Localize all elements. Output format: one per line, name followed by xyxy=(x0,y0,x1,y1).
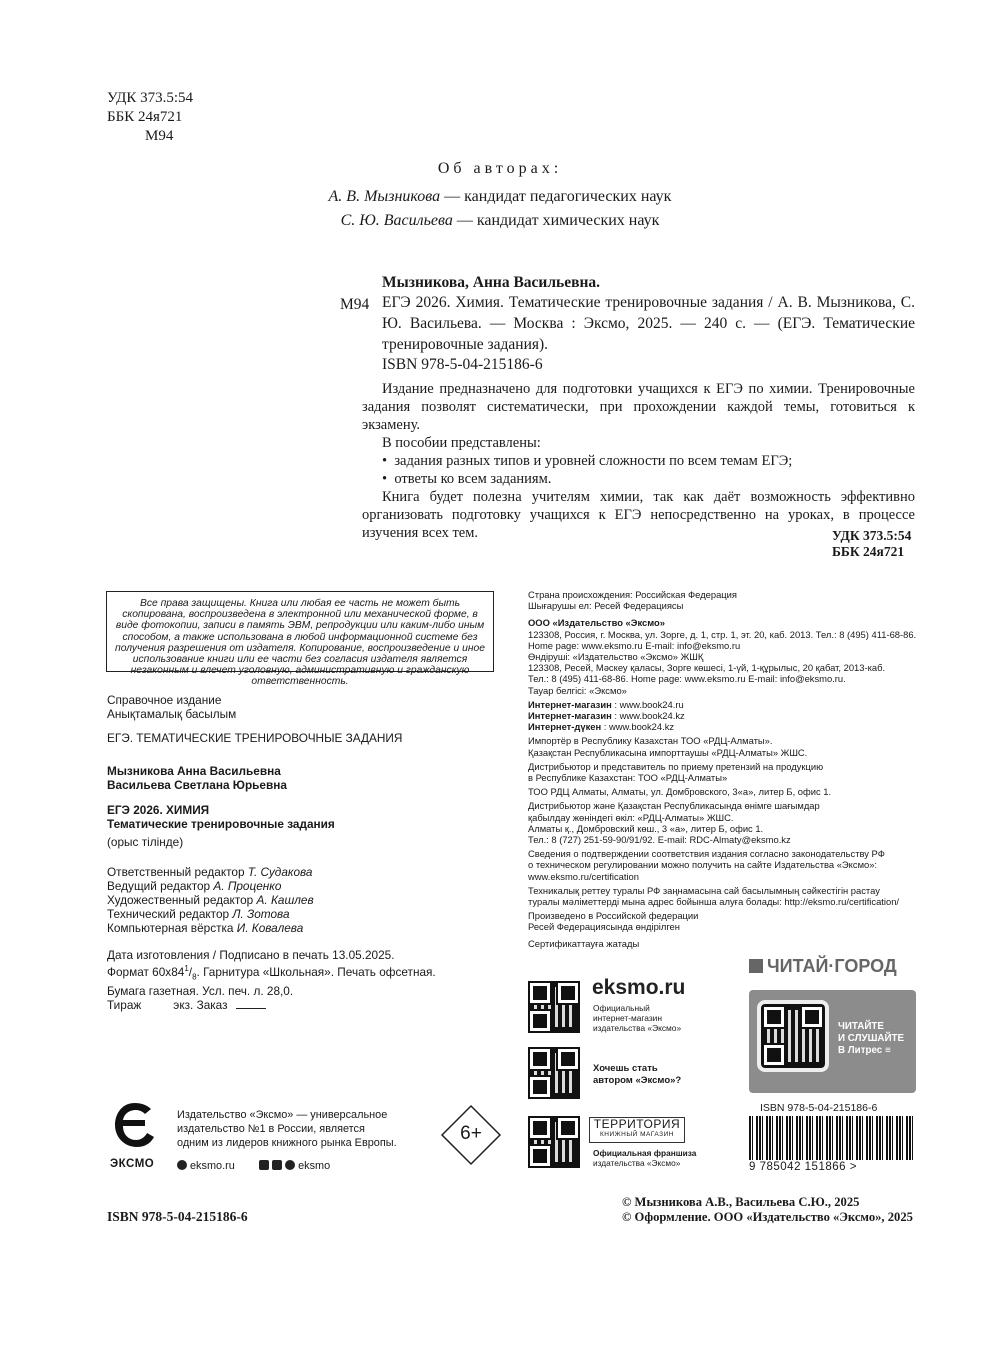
author-desc: — кандидат химических наук xyxy=(452,212,660,229)
eksmo-site-desc: Официальный интернет-магазин издательства «Эксмо» xyxy=(593,1003,682,1033)
annotation-p2: В пособии представлены: xyxy=(382,435,541,451)
barcode-isbn: ISBN 978-5-04-215186-6 xyxy=(760,1102,878,1114)
print-run: Тираж экз. Заказ xyxy=(107,998,436,1012)
copyright-line: © Мызникова А.В., Васильева С.Ю., 2025 xyxy=(622,1195,860,1209)
about-authors-heading: Об авторах: xyxy=(437,160,563,177)
franchise-text: Официальная франшиза издательства «Эксмо» xyxy=(593,1148,697,1168)
author-line-1 xyxy=(0,188,1000,206)
eksmo-site-label[interactable]: eksmo.ru xyxy=(592,976,686,999)
age-rating-badge xyxy=(440,1104,502,1166)
annotation xyxy=(362,380,915,542)
classification-block xyxy=(107,89,193,146)
print-date: Дата изготовления / Подписано в печать 13.05.2025. xyxy=(107,948,395,962)
imprint-type-kz: Анықтамалық басылым xyxy=(107,707,237,721)
imprint-author: Васильева Светлана Юрьевна xyxy=(107,778,287,792)
bbk-code: ББК 24я721 xyxy=(107,109,183,125)
annotation-bullet: • ответы ко всем заданиям. xyxy=(382,471,552,487)
imprint-subtitle: Тематические тренировочные задания xyxy=(107,817,335,831)
imprint-authors xyxy=(107,764,287,792)
imprint-type xyxy=(107,693,236,721)
imprint-type-ru: Справочное издание xyxy=(107,693,222,707)
imprint-title-block xyxy=(107,803,335,849)
become-author-text: Хочешь стать автором «Эксмо»? xyxy=(593,1063,682,1086)
eksmo-logo-icon xyxy=(111,1099,159,1153)
ok-icon xyxy=(272,1160,282,1170)
imprint-lang: (орыс тілінде) xyxy=(107,835,184,849)
imprint-print-info xyxy=(107,948,436,1012)
qr-code-territory[interactable] xyxy=(528,1116,580,1168)
publisher-info: Страна происхождения: Российская Федерация Шығарушы ел: Ресей Федерациясы ООО «Издательство «Эксмо» 123308, Россия, г. Москва, ул. Зорге, д. 1, стр. 1, эт. 20, каб. 2013. Тел.: 8 (495) 411-68-86. Home page: www.eksmo.ru E-mail: info@eksmo.ru Өндіруші: «Издательство «Эксмо» ЖШҚ 123308, Ресей, Мәскеу қаласы, Зорге көшесі, 1-үй, 1-құрылыс, 20 қабат, 2013-каб. Тел.: 8 (495) 411-68-86. Home page: www.eksmo.ru E-mail: info@eksmo.ru. Тауар белгісі: «Эксмо» Интернет-магазин : www.book24.ru Интернет-магазин : www.book24.kz Интернет-дүкен : www.book24.kz Импортёр в Республику Казахстан ТОО «РДЦ-Алматы». Қазақстан Республикасына импорттаушы «РДЦ-Алматы» ЖШС. Дистрибьютор и представитель по приему претензий на продукцию в Республике Казахстан: ТОО «РДЦ-Алматы» ТОО РДЦ Алматы, Алматы, ул. Домбровского, 3«а», литер Б, офис 1. Дистрибьютор және Қазақстан Республикасында өнімге шағымдар қабылдау жөніндегі өкіл: «РДЦ-Алматы» ЖШС. Алматы қ., Домбровский көш., 3 «а», литер Б, офис 1. Тел.: 8 (727) 251-59-90/91/92. E-mail: RDC-Almaty@eksmo.kz Сведения о подтверждении соответствия издания согласно законодательству РФ о техническом регулировании можно получить на сайте Издательства «Эксмо»: www.eksmo.ru/certification Техникалық реттеу туралы РФ заңнамасына сай басылымның сәйкестігін растау туралы мәліметтерді мына адрес бойынша алуға болады: http://eksmo.ru/certification/ Произведено в Российской федерации Ресей Федерациясында өндірілген Сертификаттауға жатады xyxy=(528,589,917,949)
bib-author-heading: Мызникова, Анна Васильевна. xyxy=(382,274,601,291)
eksmo-social-links[interactable]: eksmo xyxy=(259,1160,330,1172)
udk-code: УДК 373.5:54 xyxy=(107,90,194,106)
print-format: Формат $60x84^1/_8$. Гарнитура «Школьная». Печать офсетная. xyxy=(107,964,436,982)
author-name: А. В. Мызникова xyxy=(328,188,441,205)
qr-code-shop[interactable] xyxy=(528,981,580,1033)
barcode-number: 9 785042 151866 > xyxy=(749,1161,857,1173)
chitai-gorod-logo: ЧИТАЙ·ГОРОД xyxy=(749,956,897,977)
qr-code-author[interactable] xyxy=(528,1047,580,1099)
globe-icon xyxy=(177,1160,187,1170)
eksmo-logo-text: ЭКСМО xyxy=(110,1158,155,1170)
author-mark: М94 xyxy=(145,128,174,144)
eksmo-web-link[interactable]: eksmo.ru xyxy=(177,1160,235,1172)
age-rating-text: 6+ xyxy=(460,1123,482,1144)
bib-description: ЕГЭ 2026. Химия. Тематические тренировочные задания / А. В. Мызникова, С. Ю. Васильева. — Москва : Эксмо, 2025. — 240 с. — (ЕГЭ. Тематические тренировочные задания). xyxy=(382,294,915,353)
print-paper: Бумага газетная. Усл. печ. л. 28,0. xyxy=(107,984,294,999)
imprint-staff xyxy=(107,865,314,935)
bbk-code: ББК 24я721 xyxy=(832,544,905,559)
imprint-title: ЕГЭ 2026. ХИМИЯ xyxy=(107,803,210,817)
barcode-bars xyxy=(749,1116,915,1160)
staff-line: Ведущий редактор А. Проценко xyxy=(107,879,282,893)
rights-notice: Все права защищены. Книга или любая ее часть не может быть скопирована, воспроизведена в электронной или механической форме, в виде фотокопии, записи в память ЭВМ, репродукции или каким-либо иным способом, а также использована в любой информационной системе без получения разрешения от издателя. Копирование, воспроизведение и иное использование книги или ее части без согласия издателя является незаконным и влечет уголовную, административную и гражданскую ответственность. xyxy=(106,591,494,672)
annotation-p1: Издание предназначено для подготовки учащихся к ЕГЭ по химии. Тренировочные задания позволят систематически, при прохождении каждой темы, готовиться к экзамену. xyxy=(362,381,915,433)
staff-line: Ответственный редактор Т. Судакова xyxy=(107,865,313,879)
litres-text: ЧИТАЙТЕ И СЛУШАЙТЕ В Литрес ≡ xyxy=(838,1021,905,1056)
udk-code: УДК 373.5:54 xyxy=(832,528,912,543)
litres-block xyxy=(749,990,916,1093)
staff-line: Технический редактор Л. Зотова xyxy=(107,907,290,921)
territory-logo: ТЕРРИТОРИЯ КНИЖНЫЙ МАГАЗИН xyxy=(589,1117,685,1143)
author-name: С. Ю. Васильева xyxy=(340,212,453,229)
author-line-2 xyxy=(0,212,1000,230)
bib-code: М94 xyxy=(340,296,370,313)
eksmo-about: Издательство «Эксмо» — универсальное издательство №1 в России, является одним из лидеров книжного рынка Европы. xyxy=(177,1109,397,1149)
copyright-block xyxy=(622,1195,913,1225)
author-desc: — кандидат педагогических наук xyxy=(440,188,672,205)
staff-line: Компьютерная вёрстка И. Ковалева xyxy=(107,921,304,935)
staff-line: Художественный редактор А. Кашлев xyxy=(107,893,314,907)
vk-icon xyxy=(259,1160,269,1170)
bib-isbn: ISBN 978-5-04-215186-6 xyxy=(382,356,543,373)
qr-code-litres[interactable] xyxy=(761,1004,825,1068)
annotation-p3: Книга будет полезна учителям химии, так как даёт возможность эффективно организовать подготовку учащихся к ЕГЭ непосредственно на уроках, в процессе изучения всех тем. xyxy=(362,489,915,541)
footer-isbn: ISBN 978-5-04-215186-6 xyxy=(107,1209,248,1224)
udk-right-block xyxy=(832,528,911,560)
annotation-bullet: • задания разных типов и уровней сложности по всем темам ЕГЭ; xyxy=(382,453,793,469)
copyright-line: © Оформление. ООО «Издательство «Эксмо», 2025 xyxy=(622,1210,913,1224)
imprint-author: Мызникова Анна Васильевна xyxy=(107,764,281,778)
telegram-icon xyxy=(285,1160,295,1170)
imprint-series: ЕГЭ. ТЕМАТИЧЕСКИЕ ТРЕНИРОВОЧНЫЕ ЗАДАНИЯ xyxy=(107,731,403,745)
